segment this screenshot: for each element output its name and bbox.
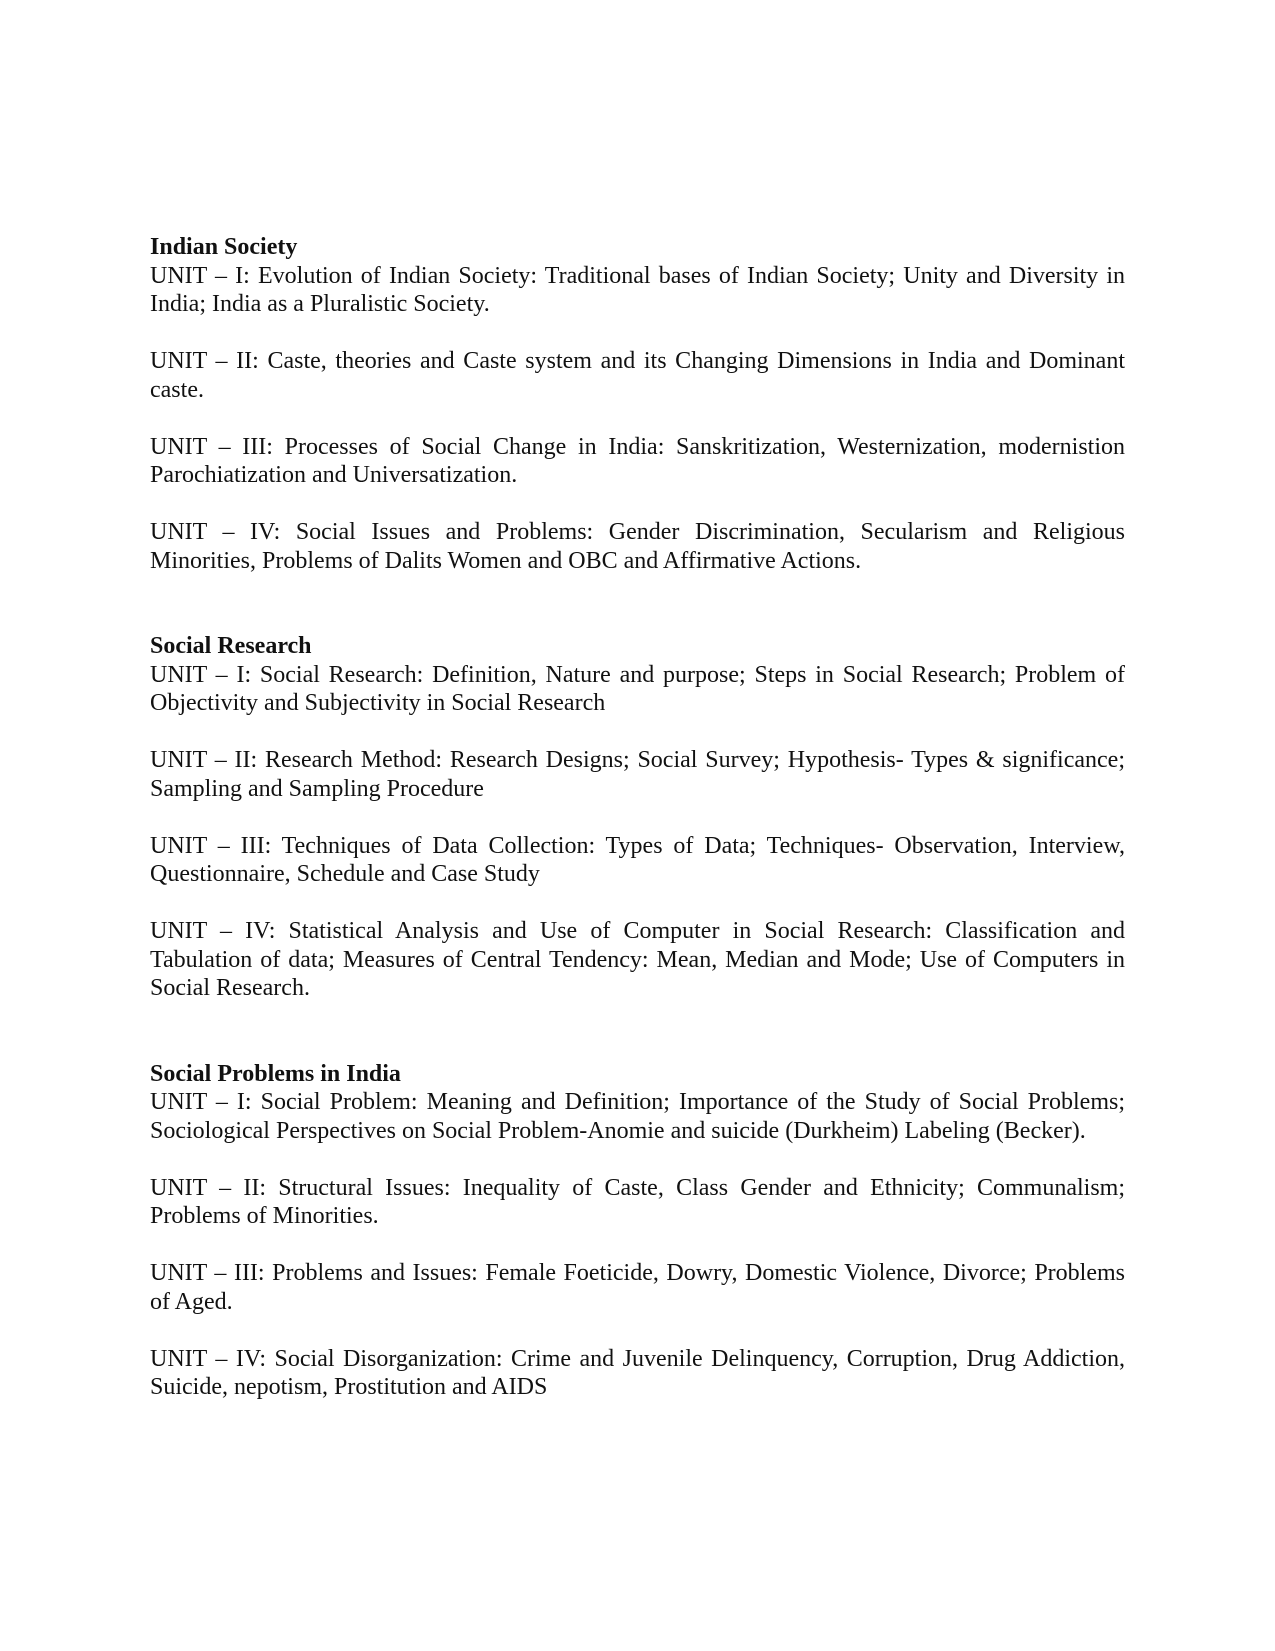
unit-paragraph: UNIT – III: Problems and Issues: Female Foeticide, Dowry, Domestic Violence, Divorce; Problems of Aged.	[150, 1260, 1125, 1315]
unit-paragraph: UNIT – I: Social Problem: Meaning and Definition; Importance of the Study of Social Problems; Sociological Perspectives on Social Problem-Anomie and suicide (Durkheim) Labeling (Becker).	[150, 1089, 1125, 1144]
unit-paragraph: UNIT – I: Social Research: Definition, Nature and purpose; Steps in Social Research; Problem of Objectivity and Subjectivity in Social Research	[150, 661, 1125, 716]
unit-paragraph: UNIT – I: Evolution of Indian Society: Traditional bases of Indian Society; Unity and Diversity in India; India as a Pluralistic Society.	[150, 262, 1125, 317]
unit-paragraph: UNIT – II: Caste, theories and Caste system and its Changing Dimensions in India and Dominant caste.	[150, 348, 1125, 403]
unit-paragraph: UNIT – IV: Social Disorganization: Crime and Juvenile Delinquency, Corruption, Drug Addiction, Suicide, nepotism, Prostitution and AIDS	[150, 1345, 1125, 1400]
section-title: Indian Society	[150, 234, 298, 260]
section-social-research	[150, 632, 1125, 1003]
section-title: Social Research	[150, 633, 312, 659]
unit-paragraph: UNIT – II: Research Method: Research Designs; Social Survey; Hypothesis- Types & significance; Sampling and Sampling Procedure	[150, 747, 1125, 802]
unit-paragraph: UNIT – IV: Statistical Analysis and Use of Computer in Social Research: Classification and Tabulation of data; Measures of Central Tendency: Mean, Median and Mode; Use of Computers in Social Research.	[150, 918, 1125, 1001]
section-social-problems-in-india	[150, 1060, 1125, 1402]
section-title: Social Problems in India	[150, 1060, 401, 1087]
unit-paragraph: UNIT – III: Processes of Social Change in India: Sanskritization, Westernization, modernistion Parochiatization and Universatization.	[150, 433, 1125, 488]
syllabus-page	[150, 233, 1125, 1402]
section-indian-society	[150, 233, 1125, 575]
unit-paragraph: UNIT – II: Structural Issues: Inequality of Caste, Class Gender and Ethnicity; Communalism; Problems of Minorities.	[150, 1174, 1125, 1229]
unit-paragraph: UNIT – IV: Social Issues and Problems: Gender Discrimination, Secularism and Religious Minorities, Problems of Dalits Women and OBC and Affirmative Actions.	[150, 519, 1125, 574]
unit-paragraph: UNIT – III: Techniques of Data Collection: Types of Data; Techniques- Observation, Interview, Questionnaire, Schedule and Case Study	[150, 832, 1125, 887]
